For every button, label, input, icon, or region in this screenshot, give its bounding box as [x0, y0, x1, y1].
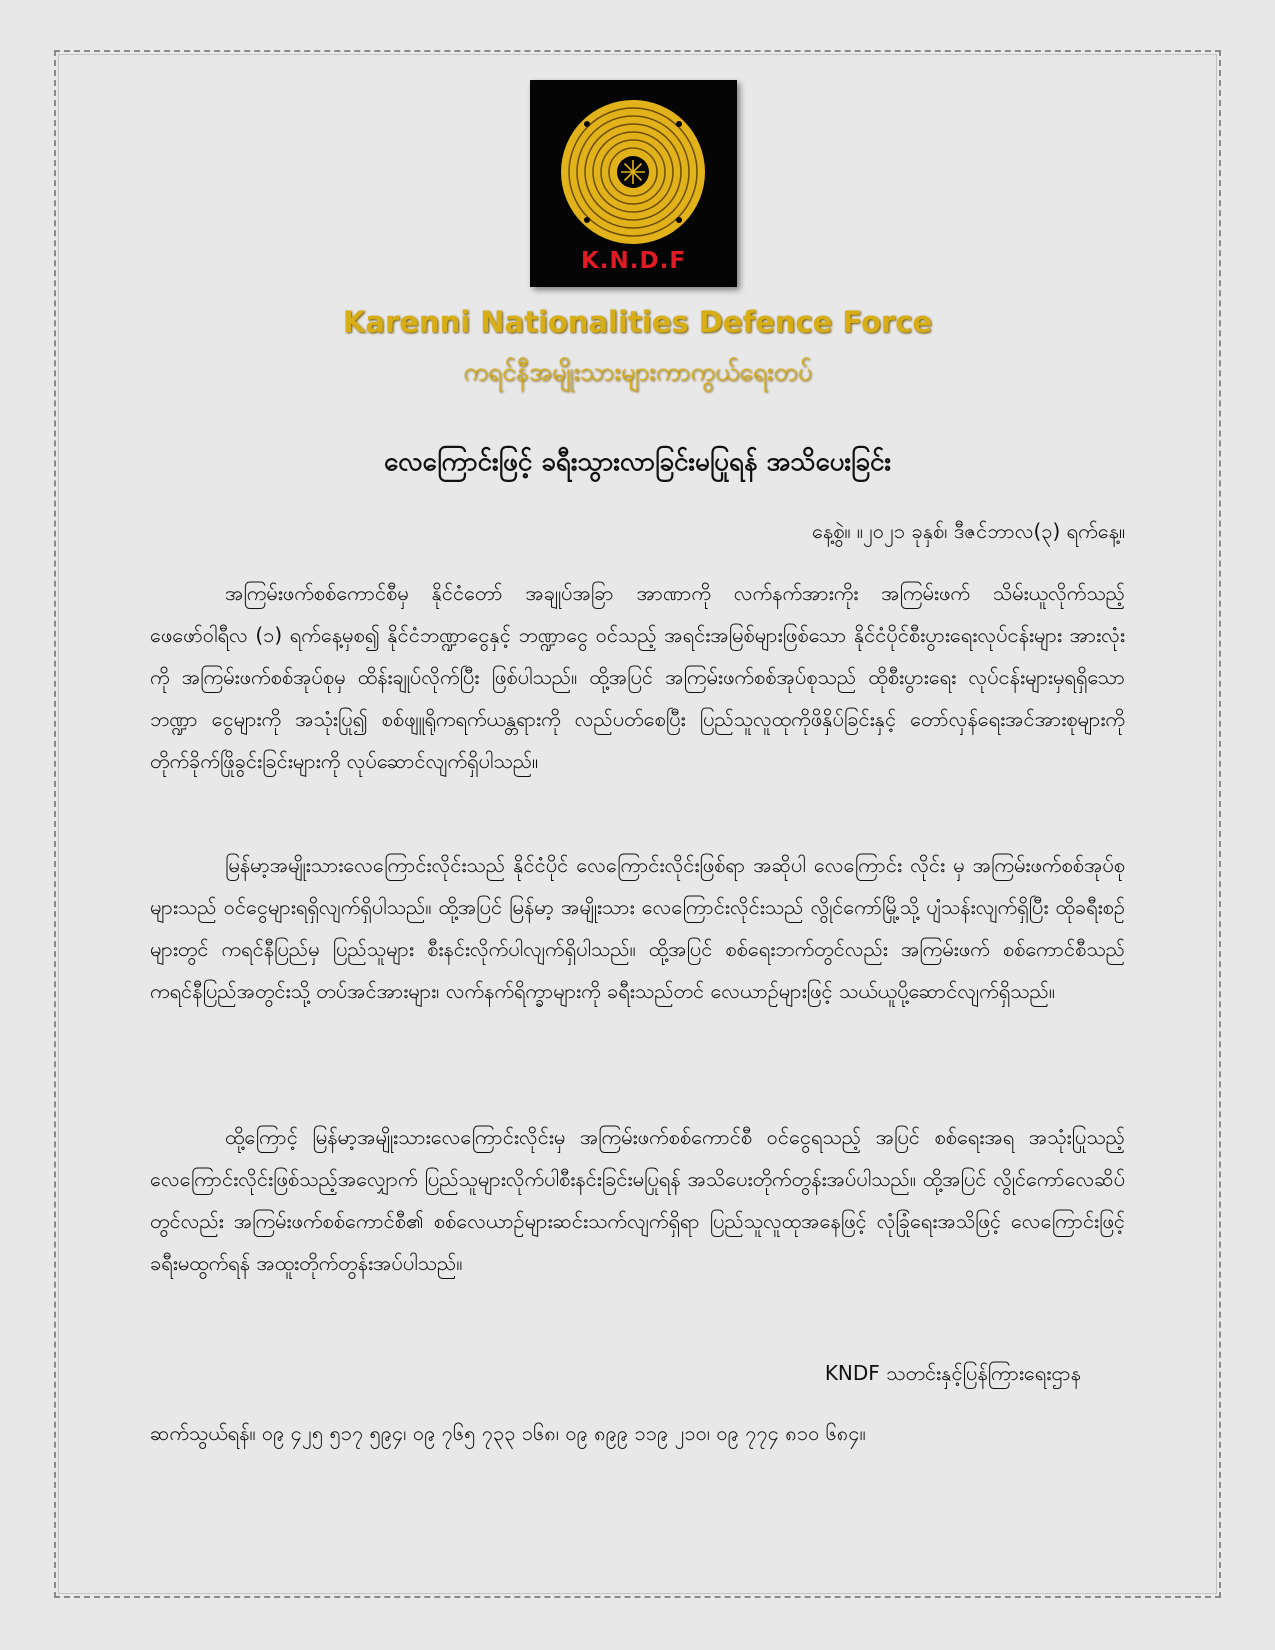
paragraph-3: ထို့ကြောင့် မြန်မာ့အမျိုးသားလေကြောင်းလိုင်းမှ အကြမ်းဖက်စစ်ကောင်စီ ဝင်ငွေရသည့် အပြင် စစ်ရေးအရ အသုံးပြုသည့် လေကြောင်းလိုင်းဖြစ်သည့်အလျှောက် ပြည်သူများလိုက်ပါစီးနင်းခြင်းမပြုရန် အသိပေးတိုက်တွန်းအပ်ပါသည်။ ထို့အပြင် လွိုင်ကော်လေဆိပ်တွင်လည်း အကြမ်းဖက်စစ်ကောင်စီ၏ စစ်လေယာဉ်များဆင်းသက်လျက်ရှိရာ ပြည်သူလူထုအနေဖြင့် လုံခြုံရေးအသိဖြင့် လေကြောင်းဖြင့် ခရီးမထွက်ရန် အထူးတိုက်တွန်းအပ်ပါသည်။: [150, 1125, 1125, 1275]
paragraph-1: အကြမ်းဖက်စစ်ကောင်စီမှ နိုင်ငံတော် အချုပ်အခြာ အာဏာကို လက်နက်အားကိုး အကြမ်းဖက် သိမ်းယူလိုက်သည့် ဖေဖော်ဝါရီလ (၁) ရက်နေ့မှစ၍ နိုင်ငံဘဏ္ဍာငွေနှင့် ဘဏ္ဍာငွေ ဝင်သည့် အရင်းအမြစ်များဖြစ်သော နိုင်ငံပိုင်စီးပွားရေးလုပ်ငန်းများ အားလုံးကို အကြမ်းဖက်စစ်အုပ်စုမှ ထိန်းချုပ်လိုက်ပြီး ဖြစ်ပါသည်။ ထို့အပြင် အကြမ်းဖက်စစ်အုပ်စုသည် ထိုစီးပွားရေး လုပ်ငန်းများမှရရှိသော ဘဏ္ဍာ ငွေများကို အသုံးပြု၍ စစ်ဖျူရိုကရက်ယန္တရားကို လည်ပတ်စေပြီး ပြည်သူလူထုကိုဖိနှိပ်ခြင်းနှင့် တော်လှန်ရေးအင်အားစုများကို တိုက်ခိုက်ဖြိုခွင်းခြင်းများကို လုပ်ဆောင်လျက်ရှိပါသည်။: [150, 581, 1125, 773]
date-line: နေ့စွဲ။ ။၂၀၂၁ ခုနှစ်၊ ဒီဇင်ဘာလ(၃) ရက်နေ့။: [812, 519, 1125, 543]
org-name-english: Karenni Nationalities Defence Force: [342, 305, 933, 339]
kndf-logo: [530, 80, 737, 287]
announcement-title: လေကြောင်းဖြင့် ခရီးသွားလာခြင်းမပြုရန် အသိပေးခြင်း: [383, 447, 892, 477]
contact-numbers: ဆက်သွယ်ရန်။ ၀၉ ၄၂၅ ၅၁၇ ၅၉၄၊ ၀၉ ၇၆၅ ၇၃၃ ၁၆၈၊ ၀၉ ၈၉၉ ၁၁၉ ၂၁၀၊ ၀၉ ၇၇၄ ၈၁၀ ၆၈၄။: [150, 1421, 866, 1445]
org-name-myanmar: ကရင်နီအမျိုးသားများကာကွယ်ရေးတပ်: [463, 357, 812, 386]
signature-department: KNDF သတင်းနှင့်ပြန်ကြားရေးဌာန: [824, 1361, 1081, 1385]
paragraph-2: မြန်မာ့အမျိုးသားလေကြောင်းလိုင်းသည် နိုင်ငံပိုင် လေကြောင်းလိုင်းဖြစ်ရာ အဆိုပါ လေကြောင်း လိုင်း မှ အကြမ်းဖက်စစ်အုပ်စုများသည် ဝင်ငွေများရရှိလျက်ရှိပါသည်။ ထို့အပြင် မြန်မာ့ အမျိုးသား လေကြောင်းလိုင်းသည် လွိုင်ကော်မြို့သို့ ပျံသန်းလျက်ရှိပြီး ထိုခရီးစဉ်များတွင် ကရင်နီပြည်မှ ပြည်သူများ စီးနင်းလိုက်ပါလျက်ရှိပါသည်။ ထို့အပြင် စစ်ရေးဘက်တွင်လည်း အကြမ်းဖက် စစ်ကောင်စီသည် ကရင်နီပြည်အတွင်းသို့ တပ်အင်အားများ၊ လက်နက်ရိက္ခာများကို ခရီးသည်တင် လေယာဉ်များဖြင့် သယ်ယူပို့ဆောင်လျက်ရှိသည်။: [150, 853, 1125, 1003]
logo-text: K.N.D.F: [580, 248, 687, 274]
